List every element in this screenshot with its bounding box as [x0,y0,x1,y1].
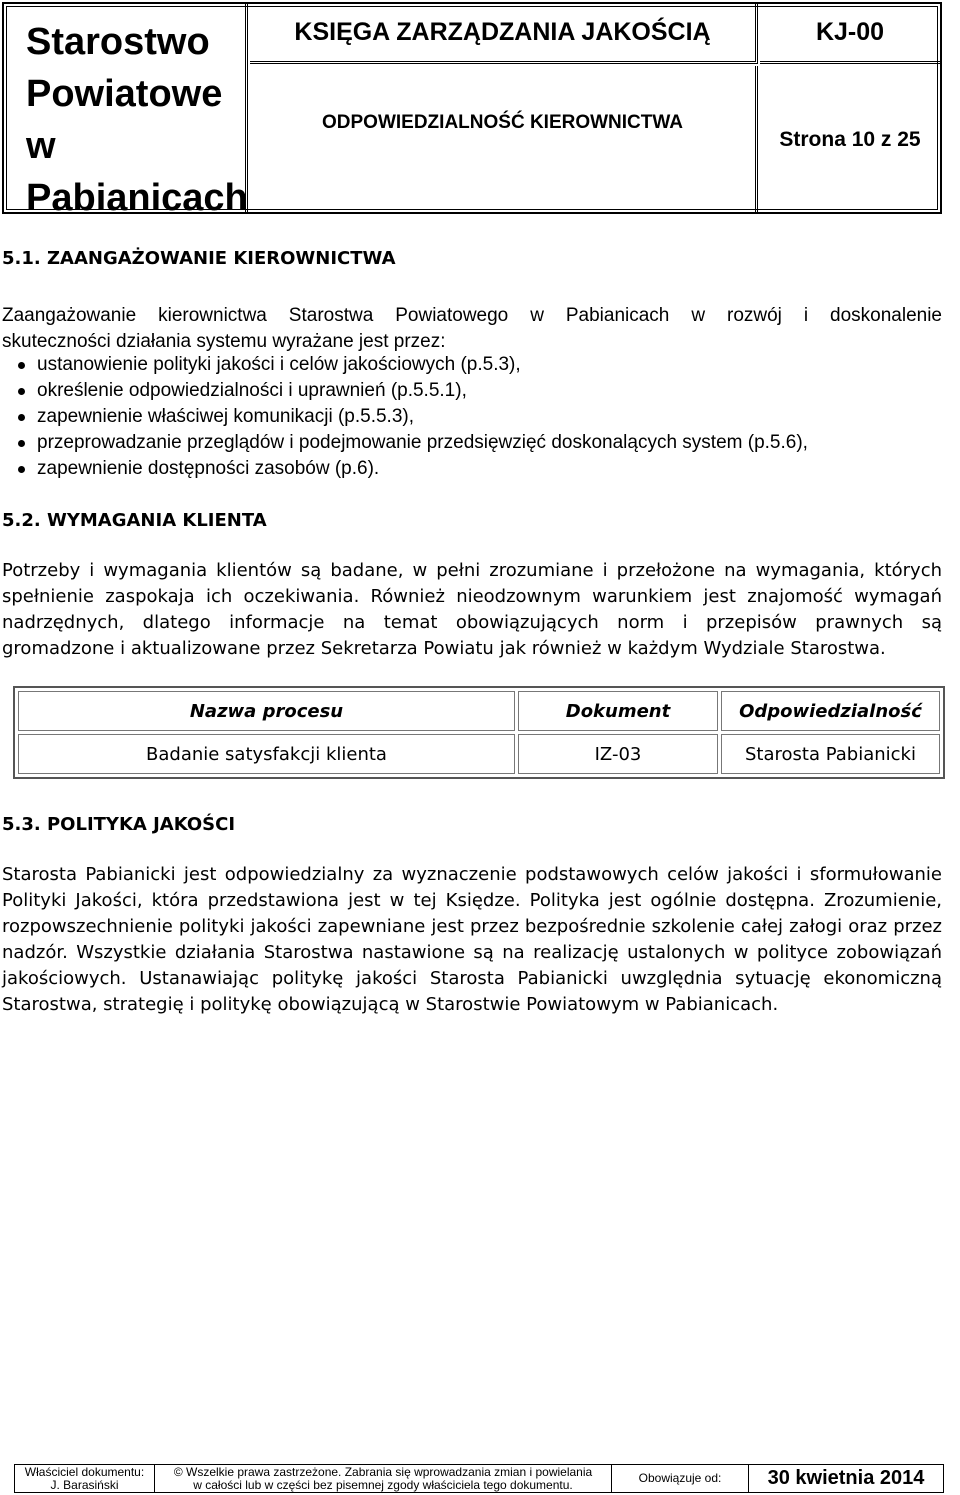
paragraph-line: Potrzeby i wymagania klientów są badane, w pełni zrozumiane i przełożone na wymagania, których [2,560,942,581]
owner-label: Właściciel dokumentu: [24,1465,145,1479]
table-cell: Badanie satysfakcji klienta [18,734,515,774]
column-header: Dokument [518,691,718,731]
table-header-row [18,691,940,731]
footer-owner [15,1465,155,1492]
org-line: w [26,125,56,167]
org-line: Starostwo [26,21,210,63]
section-paragraph [2,862,942,1018]
footer-copyright [155,1465,612,1492]
organization-name [4,4,248,219]
paragraph-line: jakościowych. Ustanawiając politykę jakości Starosta Pabianicki uwzględnia sytuację ekonomiczną [2,968,942,989]
paragraph-line: spełnienie zaspokaja ich oczekiwania. Również nieodzownym warunkiem jest znajomość wymagań [2,586,942,607]
section-intro [2,303,942,355]
document-header [2,2,942,219]
bullet-list [2,352,808,482]
list-item: zapewnienie właściwej komunikacji (p.5.5.3), [2,404,808,430]
chapter-title: ODPOWIEDZIALNOŚĆ KIEROWNICTWA [250,66,758,212]
valid-from-date: 30 kwietnia 2014 [767,1467,925,1489]
valid-from-label: Obowiązuje od: [612,1465,749,1492]
copyright-line: © Wszelkie prawa zastrzeżone. Zabrania się wprowadzania zmian i powielania [173,1465,593,1479]
section-title: 5.1. ZAANGAŻOWANIE KIEROWNICTWA [2,248,396,269]
book-title: KSIĘGA ZARZĄDZANIA JAKOŚCIĄ [250,4,758,64]
list-item: ustanowienie polityki jakości i celów jakościowych (p.5.3), [2,352,808,378]
list-item: przeprowadzanie przeglądów i podejmowanie przedsięwzięć doskonalących system (p.5.6), [2,430,808,456]
list-item: zapewnienie dostępności zasobów (p.6). [2,456,808,482]
table-cell: Starosta Pabianicki [721,734,940,774]
copyright-line: w całości lub w części bez pisemnej zgody właściciela tego dokumentu. [193,1478,573,1492]
page-info: Strona 10 z 25 [779,128,921,151]
org-line: Pabianicach [26,177,248,219]
section-title: 5.2. WYMAGANIA KLIENTA [2,510,267,531]
paragraph-line: rozpowszechnienie polityki jakości zapewniane jest przez bezpośrednie szkolenie całej załogi oraz przez [2,916,942,937]
process-table [13,686,945,779]
table-row [18,734,940,774]
section-paragraph [2,558,942,662]
paragraph-line: Zaangażowanie kierownictwa Starostwa Powiatowego w Pabianicach w rozwój i doskonalenie [2,305,942,326]
owner-name: J. Barasiński [50,1478,119,1492]
paragraph-line: Starostwa, strategię i politykę obowiązującą w Starostwie Powiatowym w Pabianicach. [2,994,779,1015]
paragraph-line: Starosta Pabianicki jest odpowiedzialny za wyznaczenie podstawowych celów jakości i sformułowanie [2,864,942,885]
section-title: 5.3. POLITYKA JAKOŚCI [2,814,236,835]
paragraph-line: Polityki Jakości, która przedstawiona jest w tej Księdze. Polityka jest ogólnie dostępna. Zrozumienie, [2,890,942,911]
table-cell: IZ-03 [518,734,718,774]
column-header: Odpowiedzialność [721,691,940,731]
paragraph-line: nadrzędnych, dlatego informacje na temat obowiązujących norm i przepisów prawnych są [2,612,942,633]
paragraph-line: nadzór. Wszystkie działania Starostwa nastawione są na realizację ustalonych w polityce zobowiązań [2,942,942,963]
document-code: KJ-00 [760,4,940,64]
paragraph-line: gromadzone i aktualizowane przez Sekretarza Powiatu jak również w każdym Wydziale Starostwa. [2,638,886,659]
document-footer [14,1464,944,1493]
org-line: Powiatowe [26,73,223,115]
paragraph-line: skuteczności działania systemu wyrażane jest przez: [2,331,446,352]
column-header: Nazwa procesu [18,691,515,731]
list-item: określenie odpowiedzialności i uprawnień (p.5.5.1), [2,378,808,404]
